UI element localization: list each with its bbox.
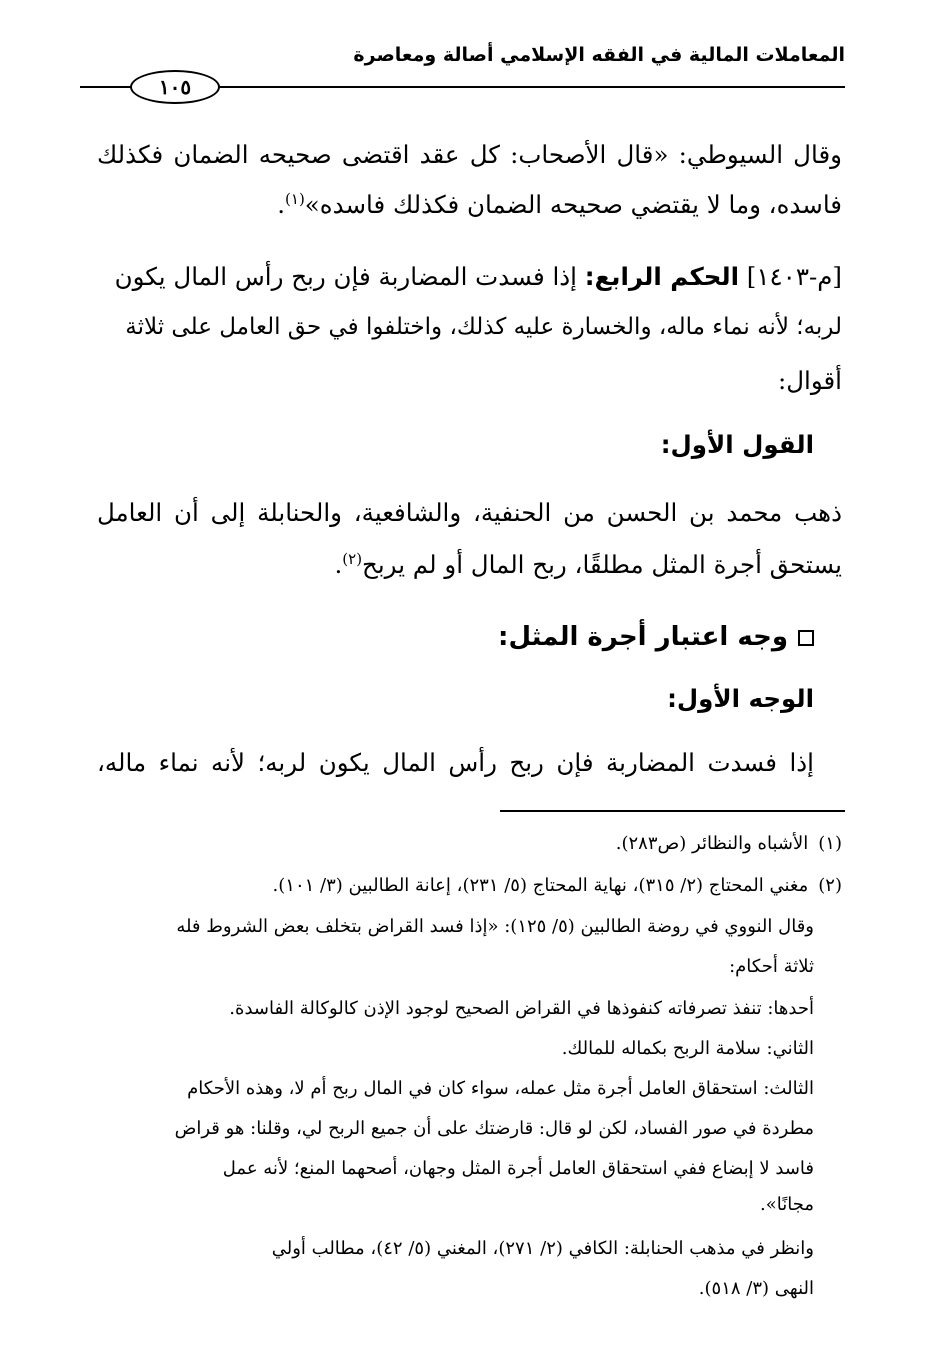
footnote-2-line-11: النهى (٣/ ٥١٨). bbox=[698, 1278, 814, 1299]
paragraph-4-line-1: إذا فسدت المضاربة فإن ربح رأس المال يكون لربه؛ لأنه نماء ماله، bbox=[97, 748, 814, 777]
footnote-2-line-6: الثالث: استحقاق العامل أجرة مثل عمله، سواء كان في المال ربح أم لا، وهذه الأحكام bbox=[187, 1078, 814, 1099]
first-aspect-heading: الوجه الأول: bbox=[667, 684, 814, 713]
footnote-2-line-8: فاسد لا إبضاع ففي استحقاق العامل أجرة المثل وجهان، أصحهما المنع؛ لأنه عمل bbox=[222, 1158, 814, 1179]
first-opinion-heading: القول الأول: bbox=[660, 430, 814, 459]
ruling-heading: الحكم الرابع: bbox=[584, 262, 739, 291]
footnote-2-number: (٢) bbox=[818, 875, 842, 896]
page-number: ١٠٥ bbox=[130, 70, 220, 104]
paragraph-1-line-2: فاسده، وما لا يقتضي صحيحه الضمان فكذلك فاسده»$^{(١)}$. bbox=[277, 190, 842, 220]
paragraph-2-line-3: أقوال: bbox=[777, 366, 842, 395]
paragraph-3-line-2: يستحق أجرة المثل مطلقًا، ربح المال أو لم يربح$^{(٢)}$. bbox=[334, 550, 842, 580]
footnote-ref-1: (١) bbox=[285, 190, 305, 208]
footnote-2-line-4: أحدها: تنفذ تصرفاته كنفوذها في القراض الصحيح لوجود الإذن كالوكالة الفاسدة. bbox=[229, 998, 814, 1019]
paragraph-2-text: إذا فسدت المضاربة فإن ربح رأس المال يكون bbox=[114, 262, 577, 291]
footnote-2 bbox=[97, 869, 842, 903]
footnote-2-line-7: مطردة في صور الفساد، لكن لو قال: قارضتك على أن جميع الربح لي، وقلنا: هو قراض bbox=[174, 1118, 814, 1139]
footnote-1-text: الأشباه والنظائر (ص٢٨٣). bbox=[615, 833, 809, 854]
footnote-1 bbox=[97, 827, 842, 861]
reason-heading bbox=[69, 622, 814, 652]
footnote-2-line-9: مجانًا». bbox=[760, 1194, 814, 1215]
footnote-2-line-2: وقال النووي في روضة الطالبين (٥/ ١٢٥): «إذا فسد القراض بتخلف بعض الشروط فله bbox=[176, 916, 814, 937]
ruling-marker: [م-١٤٠٣] bbox=[746, 262, 842, 291]
paragraph-1-line-1: وقال السيوطي: «قال الأصحاب: كل عقد اقتضى صحيحه الضمان فكذلك bbox=[97, 140, 842, 169]
footnote-2-line-5: الثاني: سلامة الربح بكماله للمالك. bbox=[561, 1038, 814, 1059]
paragraph-3-line-1: ذهب محمد بن الحسن من الحنفية، والشافعية، والحنابلة إلى أن العامل bbox=[97, 498, 842, 527]
header-rule-left bbox=[80, 86, 132, 88]
footnote-2-line-1: مغني المحتاج (٢/ ٣١٥)، نهاية المحتاج (٥/ ٢٣١)، إعانة الطالبين (٣/ ١٠١). bbox=[272, 875, 809, 896]
paragraph-2-line-2: لربه؛ لأنه نماء ماله، والخسارة عليه كذلك، واختلفوا في حق العامل على ثلاثة bbox=[125, 314, 842, 340]
footnote-2-line-10: وانظر في مذهب الحنابلة: الكافي (٢/ ٢٧١)، المغني (٥/ ٤٢)، مطالب أولي bbox=[271, 1238, 814, 1259]
paragraph-3-text: يستحق أجرة المثل مطلقًا، ربح المال أو لم يربح bbox=[362, 550, 842, 580]
square-bullet-icon bbox=[798, 630, 814, 646]
reason-heading-text: وجه اعتبار أجرة المثل: bbox=[498, 622, 788, 652]
paragraph-1-text: فاسده، وما لا يقتضي صحيحه الضمان فكذلك فاسده» bbox=[304, 190, 842, 220]
paragraph-2-line-1 bbox=[97, 262, 842, 291]
footnote-1-number: (١) bbox=[818, 833, 842, 854]
header-rule-right bbox=[218, 86, 845, 88]
footnote-separator bbox=[500, 810, 845, 812]
footnote-ref-2: (٢) bbox=[342, 550, 363, 568]
footnote-2-line-3: ثلاثة أحكام: bbox=[729, 956, 814, 977]
running-title: المعاملات المالية في الفقه الإسلامي أصالة ومعاصرة bbox=[353, 44, 845, 66]
